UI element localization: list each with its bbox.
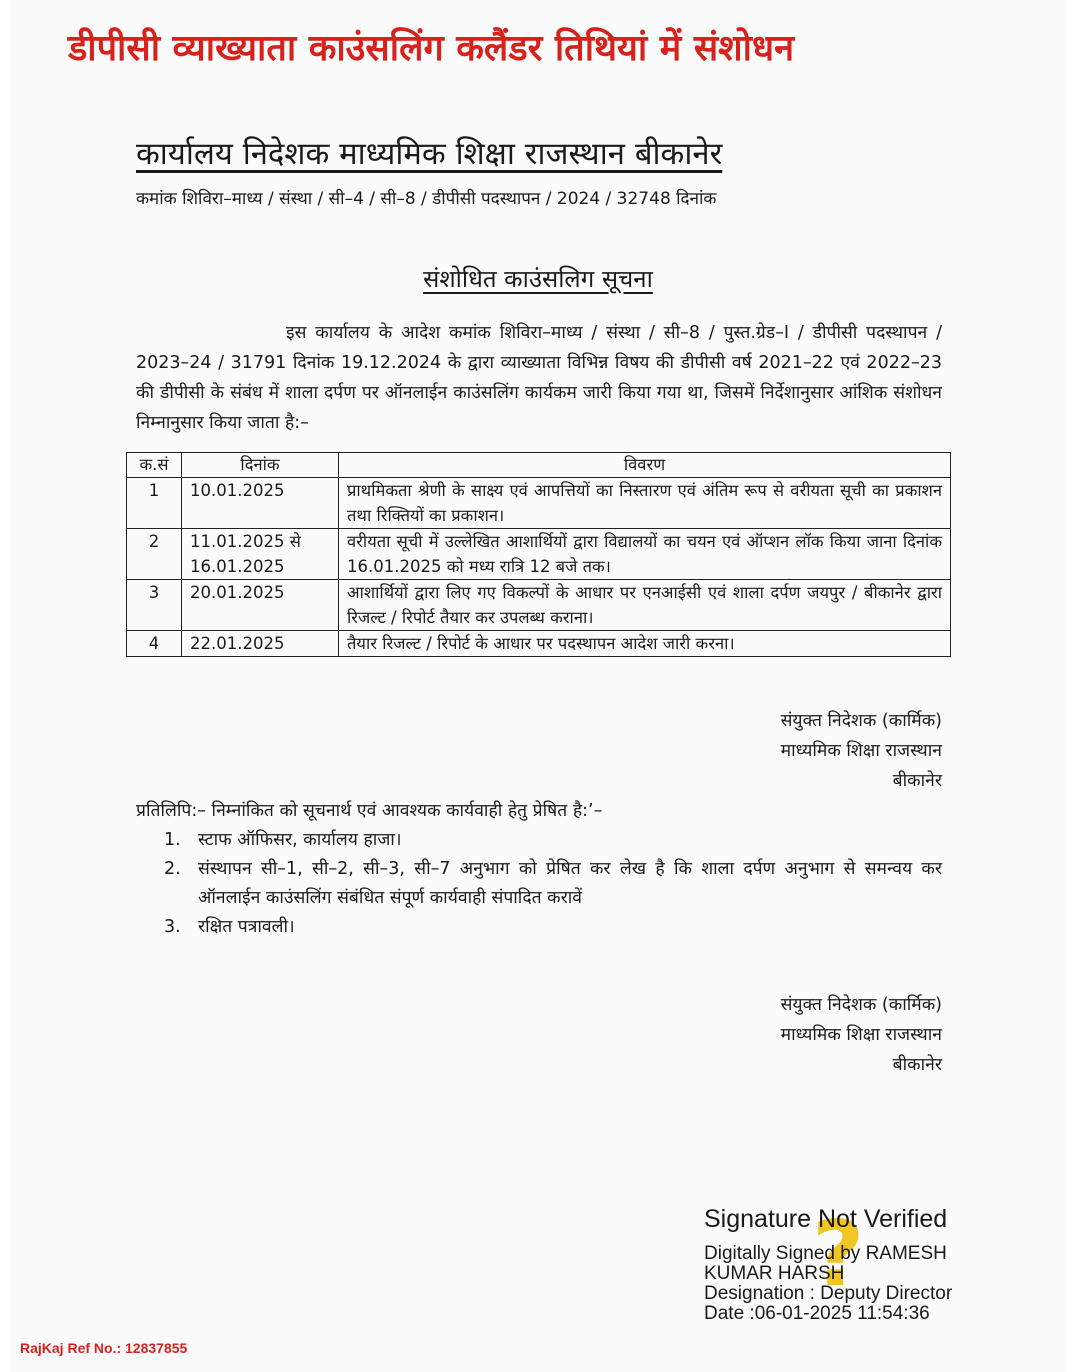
row-detail: वरीयता सूची में उल्लेखित आशार्थियों द्वारा विद्यालयों का चयन एवं ऑप्शन लॉक किया जाना दिनांक 16.01.2025 को मध्य रात्रि 12 बजे तक। [339,529,951,580]
office-title: कार्यालय निदेशक माध्यमिक शिक्षा राजस्थान बीकानेर [136,136,723,172]
signer-designation: Designation : Deputy Director [704,1283,953,1304]
row-date: 10.01.2025 [182,478,339,529]
signatory-block-1 [781,706,942,796]
row-sno: 3 [127,580,182,631]
copy-to-list [164,826,942,942]
signature-status: Signature Not Verified [704,1205,948,1233]
list-item [164,913,942,942]
row-detail: प्राथमिकता श्रेणी के साक्ष्य एवं आपत्तियों का निस्तारण एवं अंतिम रूप से वरीयता सूची का प्रकाशन तथा रिक्तियों का प्रकाशन। [339,478,951,529]
signed-by-line-1: Digitally Signed by RAMESH [704,1243,947,1264]
row-sno: 4 [127,631,182,657]
signatory-location: बीकानेर [892,1055,942,1075]
signatory-block-2 [781,990,942,1080]
reference-line: कमांक शिविरा–माध्य / संस्था / सी–4 / सी–8 / डीपीसी पदस्थापन / 2024 / 32748 दिनांक [136,189,717,209]
list-item-number: 2. [164,859,181,879]
signatory-title: संयुक्त निदेशक (कार्मिक) [780,711,942,731]
signatory-department: माध्यमिक शिक्षा राजस्थान [780,1025,942,1045]
row-date: 22.01.2025 [182,631,339,657]
signatory-location: बीकानेर [892,771,942,791]
banner-title: डीपीसी व्याख्याता काउंसलिंग कलैंडर तिथियां में संशोधन [68,28,795,69]
signatory-title: संयुक्त निदेशक (कार्मिक) [780,995,942,1015]
column-header-detail: विवरण [339,453,951,478]
row-date-range [182,529,339,580]
list-item-text: रक्षित पत्रावली। [198,917,295,937]
row-detail: आशार्थियों द्वारा लिए गए विकल्पों के आधार पर एनआईसी एवं शाला दर्पण जयपुर / बीकानेर द्वारा रिजल्ट / रिपोर्ट तैयार कर उपलब्ध कराना। [339,580,951,631]
row-sno: 2 [127,529,182,580]
signatory-department: माध्यमिक शिक्षा राजस्थान [780,741,942,761]
schedule-table [126,452,951,657]
list-item-number: 1. [164,830,181,850]
row-date: 20.01.2025 [182,580,339,631]
notice-heading: संशोधित काउंसलिग सूचना [423,265,653,293]
question-mark-icon: ? [812,1202,865,1307]
list-item [164,855,942,913]
table-row [127,580,951,631]
table-row [127,529,951,580]
rajkaj-ref-number: RajKaj Ref No.: 12837855 [20,1340,188,1356]
table-header-row [127,453,951,478]
row-date-end: 16.01.2025 [190,557,285,576]
table-row [127,478,951,529]
list-item-number: 3. [164,917,181,937]
signed-by-line-2: KUMAR HARSH [704,1263,845,1284]
signature-date: Date :06-01-2025 11:54:36 [704,1303,930,1324]
list-item [164,826,942,855]
row-date-start: 11.01.2025 से [190,532,301,551]
digital-signature-block [704,1204,952,1324]
signature-details [704,1244,952,1324]
table-row [127,631,951,657]
list-item-text: स्टाफ ऑफिसर, कार्यालय हाजा। [198,830,402,850]
list-item-text: संस्थापन सी–1, सी–2, सी–3, सी–7 अनुभाग को प्रेषित कर लेख है कि शाला दर्पण अनुभाग से समन्वय कर ऑनलाईन काउंसलिंग संबंधित संपूर्ण कार्यवाही संपादित करावें [198,859,942,908]
copy-to-title: प्रतिलिपि:– निम्नांकित को सूचनार्थ एवं आवश्यक कार्यवाही हेतु प्रेषित है:’– [136,801,603,821]
row-sno: 1 [127,478,182,529]
column-header-sno: क.सं [127,453,182,478]
intro-paragraph: इस कार्यालय के आदेश कमांक शिविरा–माध्य / संस्था / सी–8 / पुस्त.ग्रेड–I / डीपीसी पदस्थापन / 2023–24 / 31791 दिनांक 19.12.2024 के द्वारा व्याख्याता विभिन्न विषय की डीपीसी वर्ष 2021–22 एवं 2022–23 की डीपीसी के संबंध में शाला दर्पण पर ऑनलाईन काउंसलिंग कार्यकम जारी किया गया था, जिसमें निर्देशानुसार आंशिक संशोधन निम्नानुसार किया जाता है:– [136,323,942,433]
row-detail: तैयार रिजल्ट / रिपोर्ट के आधार पर पदस्थापन आदेश जारी करना। [339,631,951,657]
column-header-date: दिनांक [182,453,339,478]
